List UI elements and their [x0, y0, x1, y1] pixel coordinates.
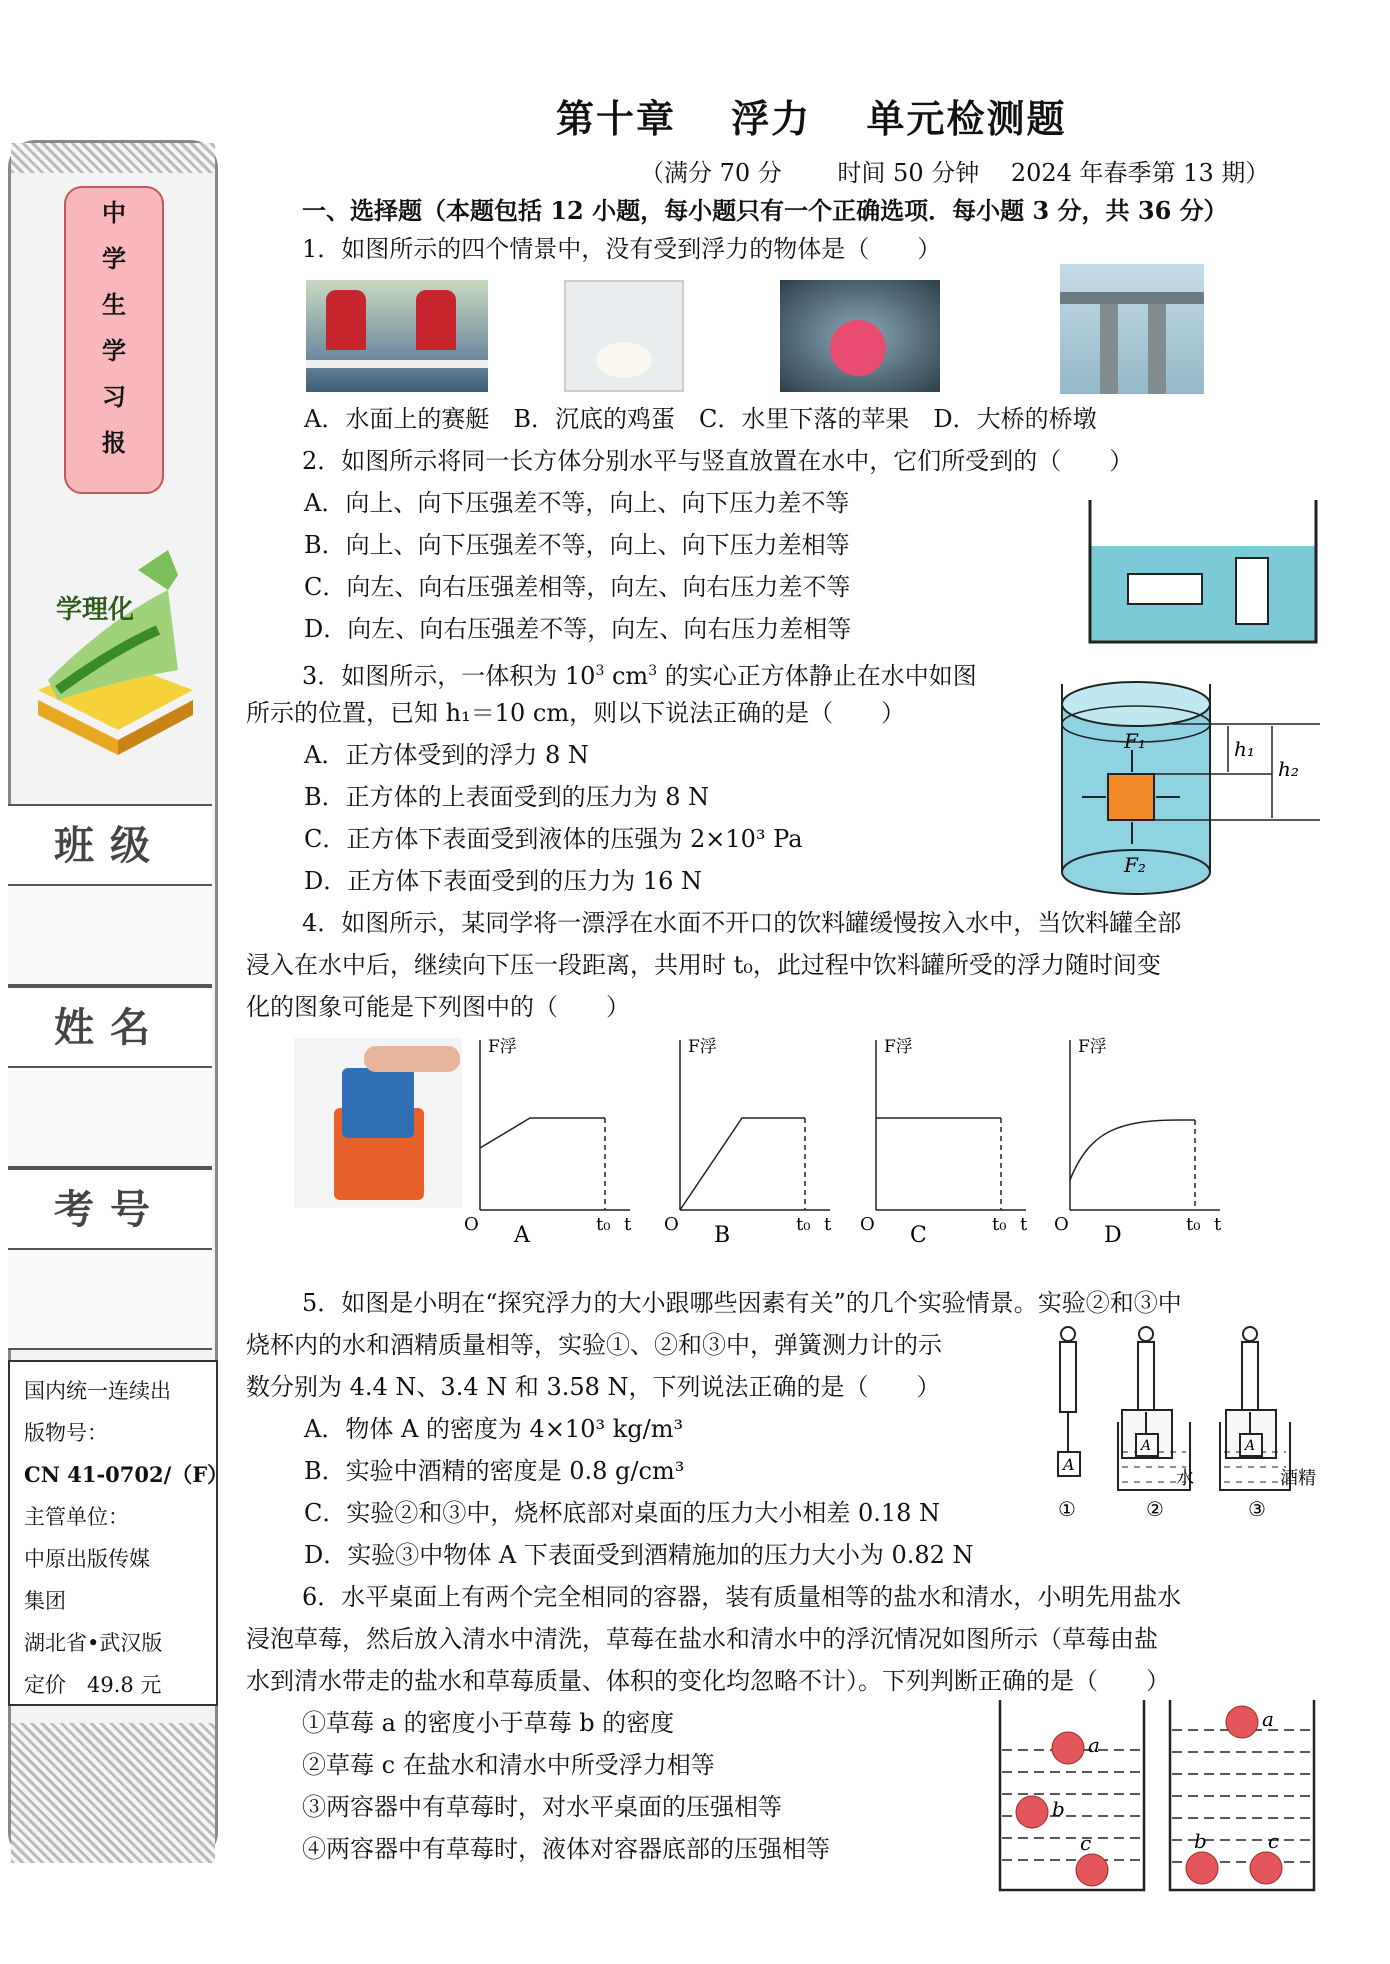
logo-text: 学理化 — [56, 595, 135, 625]
q2-stem: 2．如图所示将同一长方体分别水平与竖直放置在水中，它们所受到的（ ） — [302, 447, 1134, 475]
q1-options: A．水面上的赛艇 B．沉底的鸡蛋 C．水里下落的苹果 D．大桥的桥墩 — [304, 405, 1097, 433]
page-title: 第十章 浮力 单元检测题 — [556, 97, 1067, 141]
q6-line2: 浸泡草莓，然后放入清水中清洗，草莓在盐水和清水中的浮沉情况如图所示（草莓由盐 — [246, 1625, 1158, 1653]
origin-label: O — [664, 1214, 679, 1235]
q5-line3: 数分别为 4.4 N、3.4 N 和 3.58 N，下列说法正确的是（ ） — [246, 1373, 941, 1401]
can-pressing-image — [294, 1038, 462, 1208]
svg-text:A: A — [1245, 1438, 1256, 1454]
axis-label-y: F浮 — [688, 1037, 717, 1057]
q6-statement-2: ②草莓 c 在盐水和清水中所受浮力相等 — [302, 1751, 715, 1779]
t0-label: t₀ — [1186, 1214, 1201, 1235]
brand-char: 生 — [102, 291, 126, 319]
q3-option-d: D．正方体下表面受到的压力为 16 N — [304, 867, 703, 895]
exam-info: （满分 70 分 时间 50 分钟 2024 年春季第 13 期） — [640, 159, 1270, 187]
publication-info — [8, 1360, 229, 1706]
brand-char: 学 — [102, 337, 126, 365]
q2-option-b: B．向上、向下压强差不等，向上、向下压力差相等 — [304, 531, 850, 559]
q6-line1: 6．水平桌面上有两个完全相同的容器，装有质量相等的盐水和清水，小明先用盐水 — [302, 1583, 1182, 1611]
svg-text:h₂: h₂ — [1278, 757, 1299, 781]
axis-label-x: t — [824, 1214, 832, 1235]
origin-label: O — [860, 1214, 875, 1235]
section-heading: 一、选择题（本题包括 12 小题，每小题只有一个正确选项．每小题 3 分，共 36 分） — [302, 196, 1228, 225]
svg-text:②: ② — [1146, 1497, 1164, 1521]
q5-line2: 烧杯内的水和酒精质量相等，实验①、②和③中，弹簧测力计的示 — [246, 1331, 942, 1359]
pub-line: 定价 49.8 元 — [24, 1673, 162, 1697]
axis-label-y: F浮 — [884, 1037, 913, 1057]
svg-text:F₁: F₁ — [1124, 729, 1146, 753]
q5-option-c: C．实验②和③中，烧杯底部对桌面的压力大小相差 0.18 N — [304, 1499, 941, 1527]
name-label: 姓名 — [8, 986, 212, 1068]
bridge-pier-image — [1060, 264, 1204, 394]
axis-label-x: t — [1020, 1214, 1028, 1235]
q5-option-b: B．实验中酒精的密度是 0.8 g/cm³ — [304, 1457, 685, 1485]
brand-char: 习 — [102, 383, 126, 411]
rowing-boat-image — [306, 280, 488, 392]
brand-char: 报 — [102, 429, 126, 457]
q2-option-a: A．向上、向下压强差不等，向上、向下压力差不等 — [304, 489, 850, 517]
svg-text:①: ① — [1058, 1497, 1076, 1521]
t0-label: t₀ — [992, 1214, 1007, 1235]
svg-text:h₁: h₁ — [1234, 737, 1255, 761]
falling-apple-image — [780, 280, 940, 392]
pub-line: 国内统一连续出 — [24, 1379, 171, 1403]
newspaper-brand — [64, 186, 164, 494]
q6-statement-4: ④两容器中有草莓时，液体对容器底部的压强相等 — [302, 1835, 830, 1863]
pub-line: CN 41-0702/（F） — [24, 1462, 229, 1487]
svg-text:水: 水 — [1176, 1468, 1194, 1489]
q5-option-a: A．物体 A 的密度为 4×10³ kg/m³ — [304, 1415, 684, 1443]
name-field[interactable] — [8, 1068, 212, 1168]
axis-label-x: t — [1214, 1214, 1222, 1235]
q3-option-c: C．正方体下表面受到液体的压强为 2×10³ Pa — [304, 825, 803, 853]
force-time-graph — [464, 1037, 632, 1248]
q2-option-d: D．向左、向右压强差不等，向左、向右压力差相等 — [304, 615, 852, 643]
pub-line: 中原出版传媒 — [24, 1547, 150, 1571]
force-time-graph — [664, 1037, 832, 1248]
graph-option-label: B — [714, 1223, 731, 1248]
t0-label: t₀ — [596, 1214, 611, 1235]
q6-statement-1: ①草莓 a 的密度小于草莓 b 的密度 — [302, 1709, 675, 1737]
svg-text:c: c — [1080, 1831, 1092, 1855]
pub-line: 版物号： — [24, 1421, 108, 1445]
exam-number-label: 考号 — [8, 1168, 212, 1250]
q6-statement-3: ③两容器中有草莓时，对水平桌面的压强相等 — [302, 1793, 782, 1821]
q2-option-c: C．向左、向右压强差相等，向左、向右压力差不等 — [304, 573, 851, 601]
q5-spring-scale-figure — [1050, 1322, 1330, 1522]
brand-char: 学 — [102, 245, 126, 273]
svg-text:A: A — [1063, 1455, 1075, 1474]
q3-cylinder-figure — [1052, 664, 1328, 896]
q4-line1: 4．如图所示，某同学将一漂浮在水面不开口的饮料罐缓慢按入水中，当饮料罐全部 — [302, 909, 1182, 937]
axis-label-x: t — [624, 1214, 632, 1235]
svg-text:a: a — [1088, 1733, 1100, 1757]
q3-option-b: B．正方体的上表面受到的压力为 8 N — [304, 783, 710, 811]
force-time-graph — [1054, 1037, 1222, 1248]
class-label: 班级 — [8, 804, 212, 886]
pub-line: 集团 — [24, 1589, 66, 1613]
class-field[interactable] — [8, 886, 212, 986]
q1-stem: 1．如图所示的四个情景中，没有受到浮力的物体是（ ） — [302, 235, 942, 263]
egg-in-glass-image — [564, 280, 684, 392]
graph-option-label: A — [514, 1223, 530, 1248]
q3-stem-line1: 3．如图所示，一体积为 $10^3$ $cm^3$ 的实心正方体静止在水中如图 — [302, 662, 977, 690]
brand-char: 中 — [102, 199, 126, 227]
svg-text:F₂: F₂ — [1124, 853, 1146, 877]
q4-line3: 化的图象可能是下列图中的（ ） — [246, 993, 630, 1021]
pub-line: 主管单位： — [24, 1505, 129, 1529]
q3-option-a: A．正方体受到的浮力 8 N — [304, 741, 589, 769]
svg-text:b: b — [1194, 1829, 1207, 1853]
graph-option-label: D — [1104, 1223, 1122, 1248]
graph-option-label: C — [910, 1223, 927, 1248]
book-logo-icon — [18, 540, 208, 770]
origin-label: O — [1054, 1214, 1069, 1235]
q4-line2: 浸入在水中后，继续向下压一段距离，共用时 t₀，此过程中饮料罐所受的浮力随时间变 — [246, 951, 1161, 979]
origin-label: O — [464, 1214, 479, 1235]
q5-line1: 5．如图是小明在“探究浮力的大小跟哪些因素有关”的几个实验情景。实验②和③中 — [302, 1289, 1182, 1317]
svg-text:A: A — [1141, 1438, 1152, 1454]
q2-container-figure — [1086, 496, 1322, 646]
pub-line: 湖北省•武汉版 — [24, 1631, 163, 1655]
hatch-pattern — [11, 1723, 215, 1863]
q5-option-d: D．实验③中物体 A 下表面受到酒精施加的压力大小为 0.82 N — [304, 1541, 974, 1569]
q6-line3: 水到清水带走的盐水和草莓质量、体积的变化均忽略不计）。下列判断正确的是（ ） — [246, 1667, 1170, 1695]
axis-label-y: F浮 — [1078, 1037, 1107, 1057]
axis-label-y: F浮 — [488, 1037, 517, 1057]
q3-stem-line2: 所示的位置，已知 h₁＝10 cm，则以下说法正确的是（ ） — [246, 699, 906, 727]
q6-strawberry-figure — [996, 1700, 1326, 1900]
svg-text:③: ③ — [1248, 1497, 1266, 1521]
svg-text:a: a — [1262, 1707, 1274, 1731]
force-time-graph — [860, 1037, 1028, 1248]
exam-number-field[interactable] — [8, 1250, 212, 1350]
q4-graphs — [464, 1030, 1250, 1248]
t0-label: t₀ — [796, 1214, 811, 1235]
hatch-pattern — [11, 143, 215, 173]
svg-text:b: b — [1052, 1797, 1065, 1821]
svg-text:酒精: 酒精 — [1280, 1468, 1316, 1489]
svg-text:c: c — [1268, 1829, 1280, 1853]
